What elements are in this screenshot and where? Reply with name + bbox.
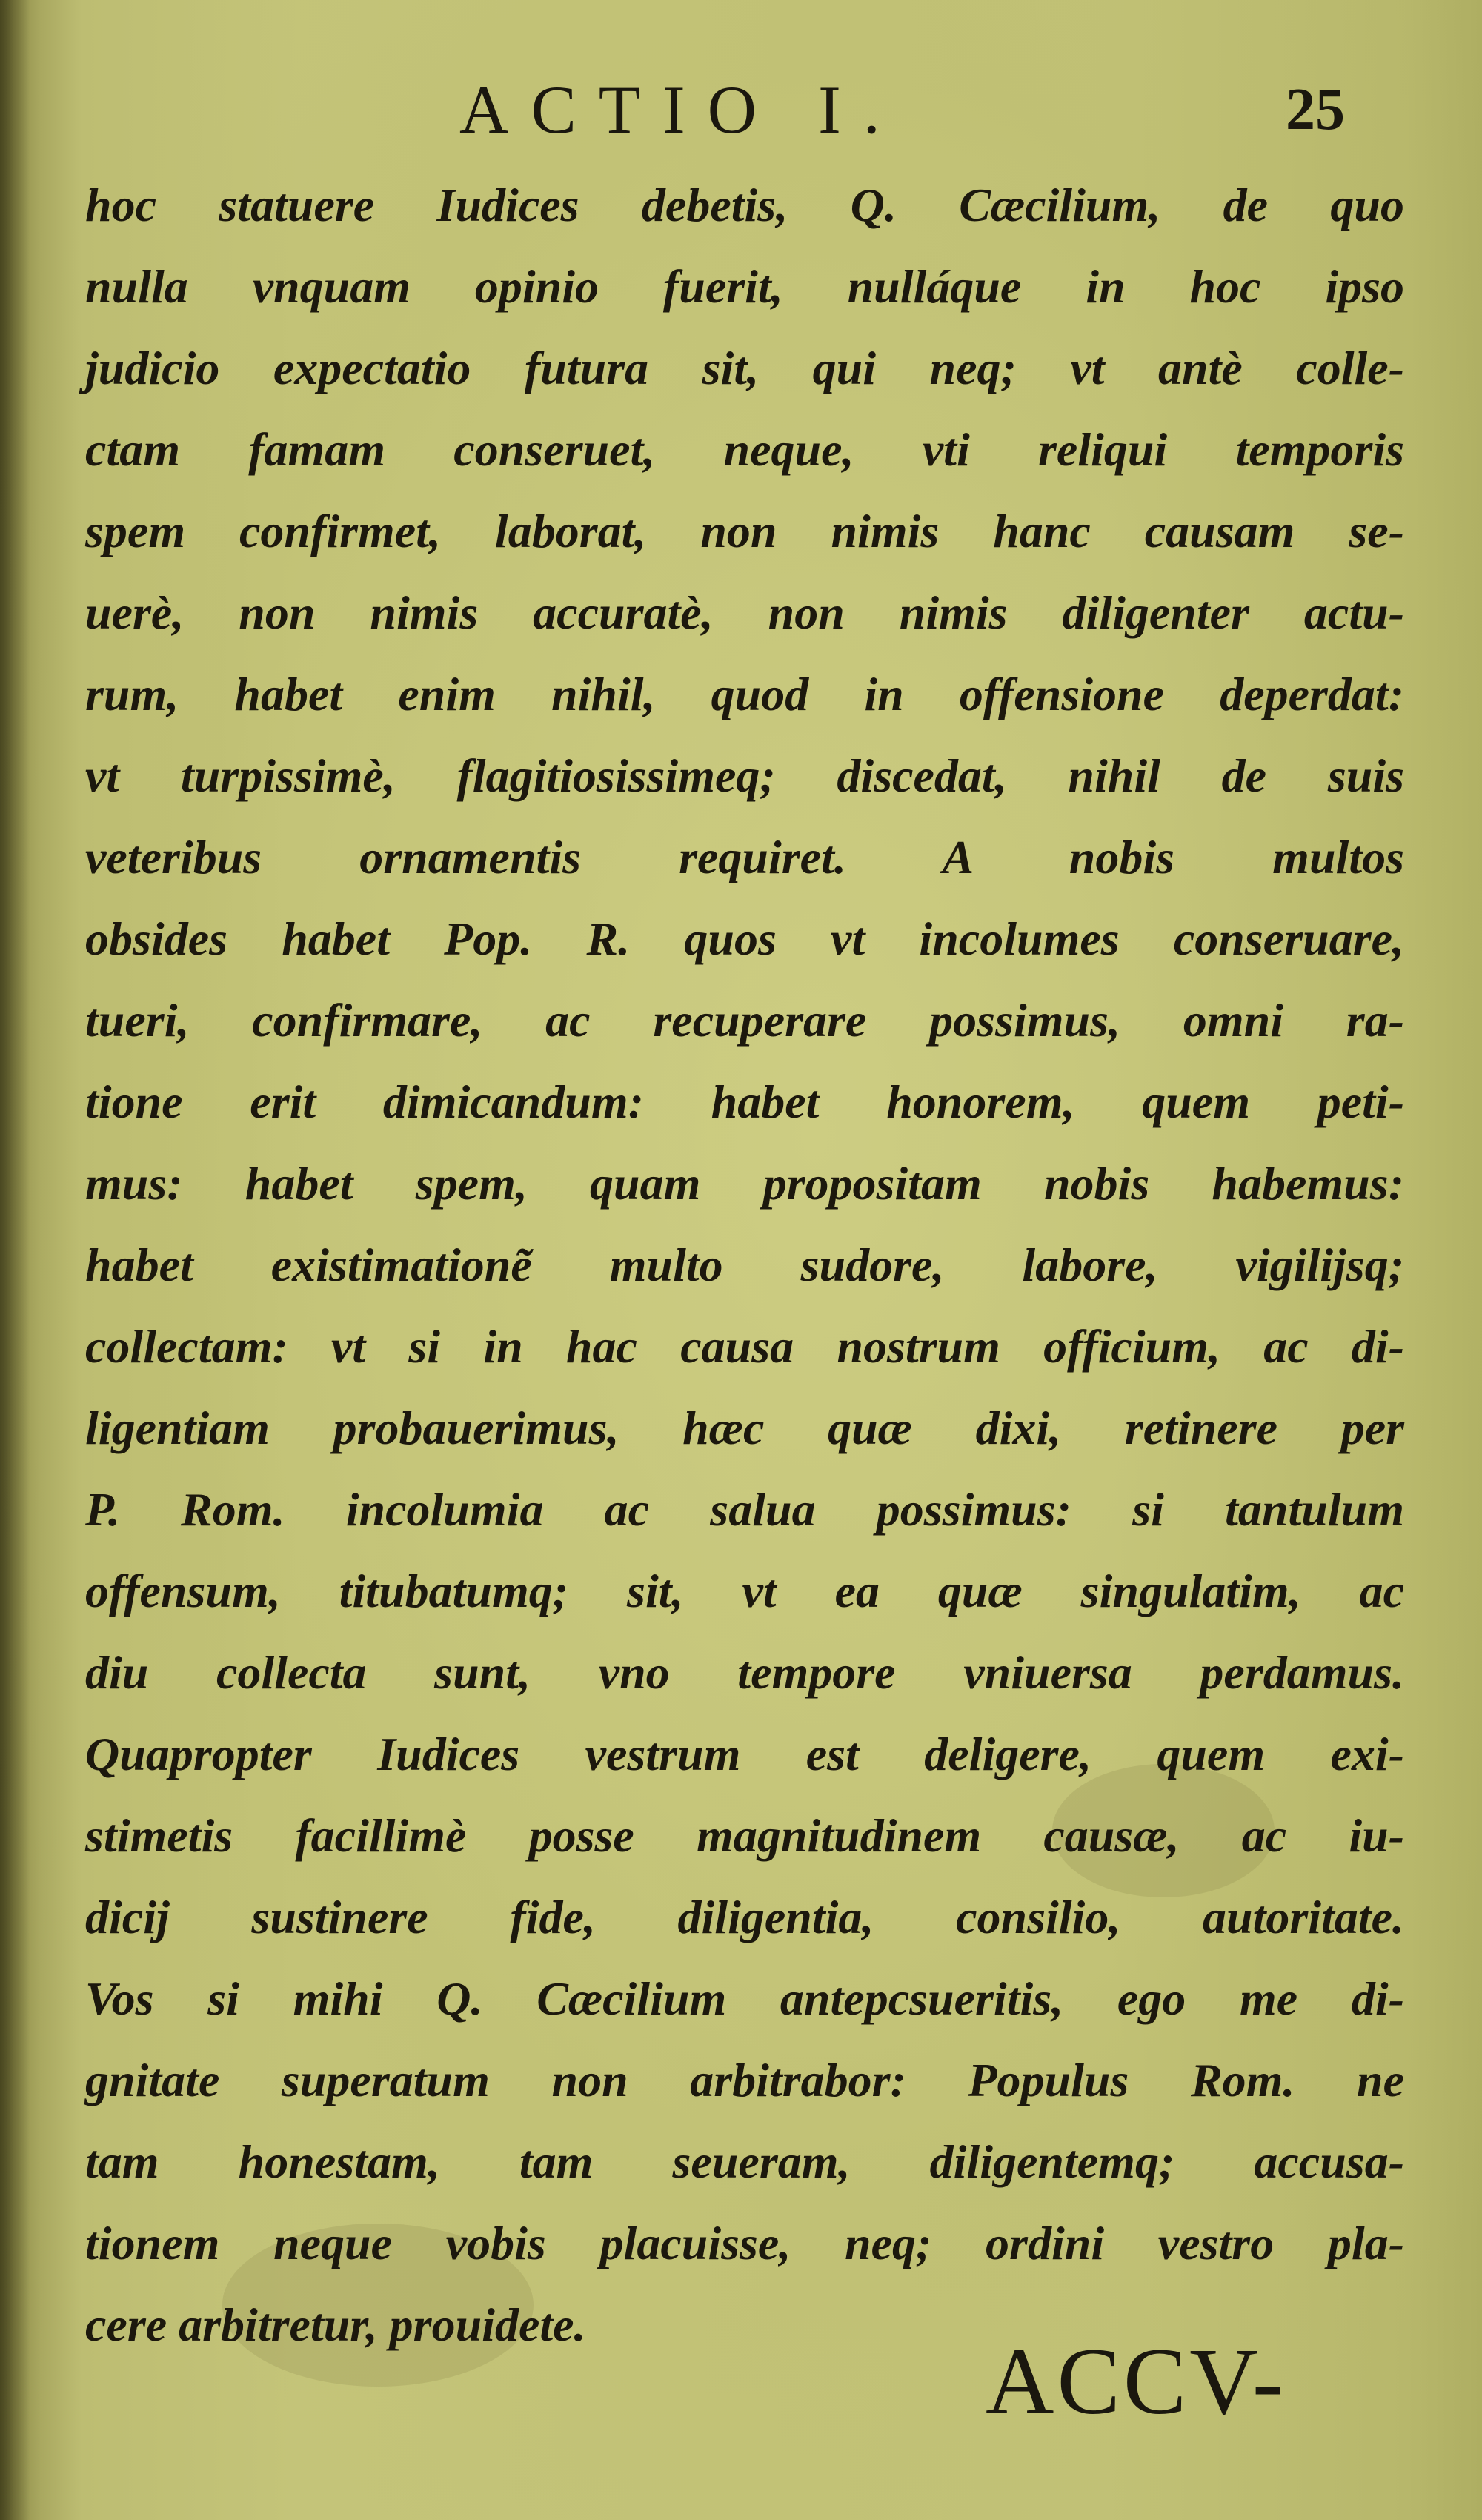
text-line: habet existimationẽ multo sudore, labore, vigilijsq; [85, 1239, 1404, 1291]
page-header [0, 70, 1482, 152]
text-line: tam honestam, tam seueram, diligentemq; accusa- [85, 2135, 1404, 2188]
text-line: collectam: vt si in hac causa nostrum officium, ac di- [85, 1320, 1404, 1373]
text-line: tione erit dimicandum: habet honorem, quem peti- [85, 1075, 1404, 1128]
text-line: Quapropter Iudices vestrum est deligere, quem exi- [85, 1728, 1404, 1780]
text-line: ligentiam probauerimus, hæc quæ dixi, retinere per [85, 1402, 1404, 1454]
text-line: stimetis facillimè posse magnitudinem causæ, ac iu- [85, 1809, 1404, 1862]
text-line: nulla vnquam opinio fuerit, nulláque in hoc ipso [85, 260, 1404, 313]
text-line: obsides habet Pop. R. quos vt incolumes conseruare, [85, 912, 1404, 965]
text-line: uerè, non nimis accuratè, non nimis diligenter actu- [85, 586, 1404, 639]
text-line: mus: habet spem, quam propositam nobis habemus: [85, 1157, 1404, 1210]
text-line: veteribus ornamentis requiret. A nobis multos [85, 831, 1404, 883]
text-line: cere arbitretur, prouidete. [85, 2298, 586, 2351]
text-line: dicij sustinere fide, diligentia, consilio, autoritate. [85, 1891, 1404, 1943]
text-line: tionem neque vobis placuisse, neq; ordini vestro pla- [85, 2217, 1404, 2269]
gutter-shadow [0, 0, 30, 2520]
page-number: 25 [1286, 77, 1345, 142]
text-line: diu collecta sunt, vno tempore vniuersa perdamus. [85, 1646, 1404, 1699]
text-line: hoc statuere Iudices debetis, Q. Cæcilium, de quo [85, 179, 1404, 231]
text-line: tueri, confirmare, ac recuperare possimus, omni ra- [85, 994, 1404, 1047]
text-line: offensum, titubatumq; sit, vt ea quæ singulatim, ac [85, 1565, 1404, 1617]
text-line: spem confirmet, laborat, non nimis hanc causam se- [85, 505, 1404, 557]
catchword: ACCV- [986, 2329, 1287, 2434]
text-line: rum, habet enim nihil, quod in offensione deperdat: [85, 668, 1404, 720]
text-line: Vos si mihi Q. Cæcilium antepcsueritis, ego me di- [85, 1972, 1404, 2025]
text-line: judicio expectatio futura sit, qui neq; vt antè colle- [85, 342, 1404, 394]
text-line: gnitate superatum non arbitrabor: Populus Rom. ne [85, 2054, 1404, 2106]
text-line: ctam famam conseruet, neque, vti reliqui temporis [85, 423, 1404, 476]
text-line: vt turpissimè, flagitiosissimeq; discedat, nihil de suis [85, 749, 1404, 802]
running-title: ACTIO I. [459, 72, 903, 147]
body-text [85, 165, 1404, 2366]
text-line: P. Rom. incolumia ac salua possimus: si tantulum [85, 1483, 1404, 1536]
